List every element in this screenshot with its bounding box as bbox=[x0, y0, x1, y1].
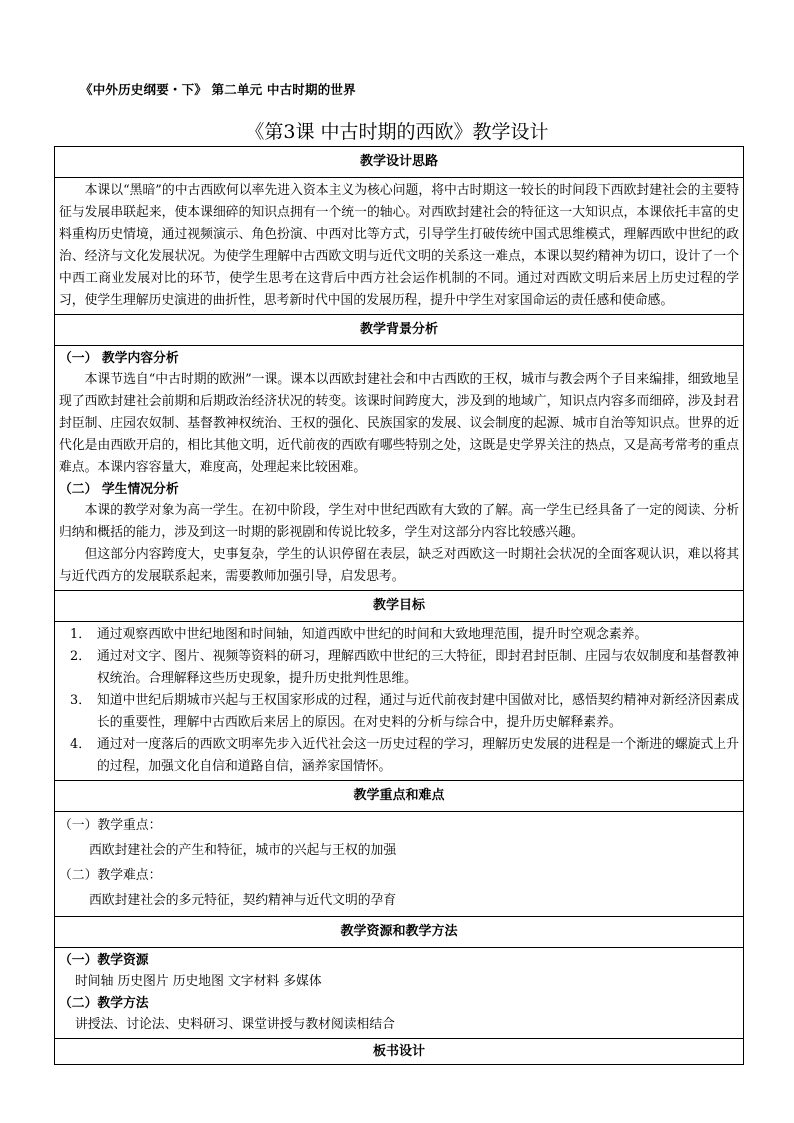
methods-text: 讲授法、讨论法、史料研习、课堂讲授与教材阅读相结合 bbox=[75, 1017, 395, 1032]
goal-text: 通过对一度落后的西欧文明率先步入近代社会这一历史过程的学习，理解历史发展的进程是一个渐进的螺旋式上升的过程，加强文化自信和道路自信，涵养家国情怀。 bbox=[97, 737, 739, 774]
goal-number: 2． bbox=[70, 649, 91, 664]
difficulty-label: （二）教学难点： bbox=[59, 868, 162, 883]
page-header: 《中外历史纲要・下》 第二单元 中古时期的世界 bbox=[80, 82, 356, 97]
goal-number: 3． bbox=[70, 693, 91, 708]
difficulty-text: 西欧封建社会的多元特征，契约精神与近代文明的孕育 bbox=[89, 893, 397, 908]
goal-text: 知道中世纪后期城市兴起与王权国家形成的过程，通过与近代前夜封建中国做对比，感悟契约精神对新经济因素成长的重要性，理解中古西欧后来居上的原因。在对史料的分析与综合中，提升历史解释素养。 bbox=[97, 693, 739, 730]
methods-subheading: （二）教学方法 bbox=[59, 996, 149, 1011]
section-heading-board: 板书设计 bbox=[55, 1039, 743, 1065]
section-heading-resources: 教学资源和教学方法 bbox=[55, 917, 743, 948]
goals-body bbox=[55, 622, 743, 781]
document-title: 《第3课 中古时期的西欧》教学设计 bbox=[245, 121, 549, 143]
content-analysis-text: 本课节选自“中古时期的欧洲”一课。课本以西欧封建社会和中古西欧的王权，城市与教会两个子目来编排，细致地呈现了西欧封建社会前期和后期政治经济状况的转变。该课时间跨度大，涉及到的地域广，知识点内容多而细碎，涉及封君封臣制、庄园农奴制、基督教神权统治、王权的强化、民族国家的发展、议会制度的起源、城市自治等知识点。世界的近代化是由西欧开启的，相比其他文明，近代前夜的西欧有哪些特别之处，这既是史学界关注的热点，又是高考常考的重点难点。本课内容容量大，难度高，处理起来比较困难。 bbox=[59, 372, 739, 475]
lesson-plan-table bbox=[54, 146, 744, 1065]
student-analysis-text-2: 但这部分内容跨度大，史事复杂，学生的认识停留在表层，缺乏对西欧这一时期社会状况的全面客观认识，难以将其与近代西方的发展联系起来，需要教师加强引导，启发思考。 bbox=[59, 547, 739, 584]
resources-subheading: （一）教学资源 bbox=[59, 953, 149, 968]
section-heading-keypoints: 教学重点和难点 bbox=[55, 781, 743, 812]
goal-text: 通过对文字、图片、视频等资料的研习，理解西欧中世纪的三大特征，即封君封臣制、庄园与农奴制度和基督教神权统治。合理解释这些历史现象，提升历史批判性思维。 bbox=[97, 649, 739, 686]
goal-item bbox=[59, 734, 739, 778]
goal-item bbox=[59, 646, 739, 690]
resources-body bbox=[55, 948, 743, 1039]
student-analysis-heading: （二） 学生情况分析 bbox=[59, 482, 179, 497]
section-heading-thinking: 教学设计思路 bbox=[55, 147, 743, 178]
goal-number: 1． bbox=[70, 627, 91, 642]
thinking-body bbox=[55, 178, 743, 315]
focus-label: （一）教学重点： bbox=[59, 818, 162, 833]
thinking-text: 本课以“黑暗”的中古西欧何以率先进入资本主义为核心问题，将中古时期这一较长的时间段下西欧封建社会的主要特征与发展串联起来，使本课细碎的知识点拥有一个统一的轴心。对西欧封建社会的特征这一大知识点，本课依托丰富的史料重构历史情境，通过视频演示、角色扮演、中西对比等方式，引导学生打破传统中国式思维模式，理解西欧中世纪的政治、经济与文化发展状况。为使学生理解中古西欧文明与近代文明的关系这一难点，本课以契约精神为切口，设计了一个中西工商业发展对比的环节，使学生思考在这背后中西方社会运作机制的不同。通过对西欧文明后来居上历史过程的学习，使学生理解历史演进的曲折性，思考新时代中国的发展历程，提升中学生对家国命运的责任感和使命感。 bbox=[59, 183, 739, 308]
section-heading-background: 教学背景分析 bbox=[55, 315, 743, 346]
goal-item bbox=[59, 624, 739, 646]
goal-item bbox=[59, 690, 739, 734]
resources-text: 时间轴 历史图片 历史地图 文字材料 多媒体 bbox=[75, 974, 322, 989]
goal-number: 4． bbox=[70, 737, 91, 752]
content-analysis-heading: （一） 教学内容分析 bbox=[59, 351, 179, 366]
goal-text: 通过观察西欧中世纪地图和时间轴，知道西欧中世纪的时间和大致地理范围，提升时空观念素养。 bbox=[97, 627, 648, 642]
focus-text: 西欧封建社会的产生和特征，城市的兴起与王权的加强 bbox=[89, 843, 397, 858]
keypoints-body bbox=[55, 812, 743, 917]
student-analysis-text-1: 本课的教学对象为高一学生。在初中阶段，学生对中世纪西欧有大致的了解。高一学生已经具备了一定的阅读、分析归纳和概括的能力，涉及到这一时期的影视剧和传说比较多，学生对这部分内容比较感兴趣。 bbox=[59, 503, 739, 540]
section-heading-goals: 教学目标 bbox=[55, 591, 743, 622]
background-body bbox=[55, 346, 743, 591]
